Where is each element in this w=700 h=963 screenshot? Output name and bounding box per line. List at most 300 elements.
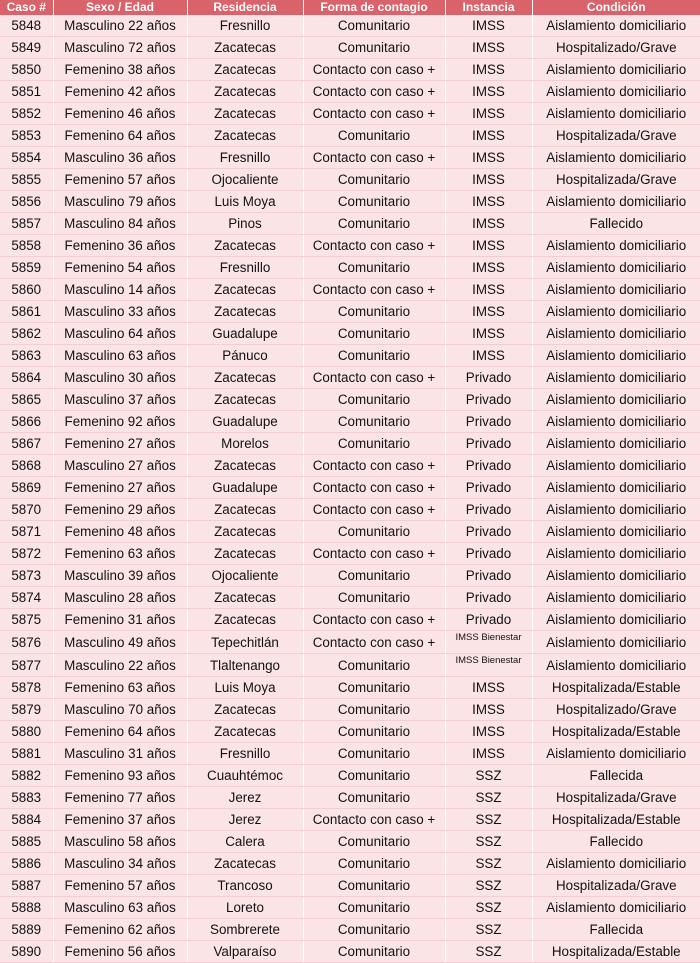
cell-sexo-edad: Masculino 14 años	[53, 279, 187, 301]
table-row	[0, 875, 700, 897]
cell-instancia: IMSS	[445, 677, 532, 699]
cell-condicion: Aislamiento domiciliario	[532, 897, 700, 919]
cell-residencia: Tepechitlán	[187, 631, 303, 654]
cell-forma-contagio: Comunitario	[303, 875, 445, 897]
cell-caso: 5878	[0, 677, 53, 699]
cell-residencia: Zacatecas	[187, 543, 303, 565]
cell-instancia: IMSS	[445, 345, 532, 367]
cell-instancia: SSZ	[445, 809, 532, 831]
cell-sexo-edad: Femenino 27 años	[53, 477, 187, 499]
cell-condicion: Fallecida	[532, 765, 700, 787]
cell-instancia: IMSS	[445, 301, 532, 323]
cell-forma-contagio: Comunitario	[303, 765, 445, 787]
cell-condicion: Hospitalizado/Grave	[532, 699, 700, 721]
cell-instancia: Privado	[445, 499, 532, 521]
cell-caso: 5855	[0, 169, 53, 191]
cell-instancia: SSZ	[445, 787, 532, 809]
table-row	[0, 37, 700, 59]
cell-caso: 5856	[0, 191, 53, 213]
cell-instancia: IMSS	[445, 59, 532, 81]
cell-residencia: Zacatecas	[187, 699, 303, 721]
cell-sexo-edad: Femenino 62 años	[53, 919, 187, 941]
table-row	[0, 411, 700, 433]
table-row	[0, 213, 700, 235]
cell-residencia: Calera	[187, 831, 303, 853]
cell-forma-contagio: Contacto con caso +	[303, 147, 445, 169]
cell-caso: 5879	[0, 699, 53, 721]
cell-caso: 5849	[0, 37, 53, 59]
cell-condicion: Hospitalizada/Grave	[532, 787, 700, 809]
cell-caso: 5875	[0, 609, 53, 631]
cell-residencia: Zacatecas	[187, 587, 303, 609]
cell-residencia: Guadalupe	[187, 323, 303, 345]
cell-condicion: Aislamiento domiciliario	[532, 147, 700, 169]
cell-instancia: Privado	[445, 455, 532, 477]
cell-condicion: Aislamiento domiciliario	[532, 367, 700, 389]
cell-condicion: Aislamiento domiciliario	[532, 301, 700, 323]
cell-sexo-edad: Femenino 77 años	[53, 787, 187, 809]
cell-residencia: Jerez	[187, 809, 303, 831]
cell-condicion: Aislamiento domiciliario	[532, 257, 700, 279]
cell-residencia: Morelos	[187, 433, 303, 455]
cell-sexo-edad: Femenino 29 años	[53, 499, 187, 521]
cell-caso: 5868	[0, 455, 53, 477]
cell-condicion: Aislamiento domiciliario	[532, 103, 700, 125]
cell-sexo-edad: Masculino 72 años	[53, 37, 187, 59]
table-row	[0, 919, 700, 941]
table-row	[0, 367, 700, 389]
cell-instancia: IMSS Bienestar	[445, 654, 532, 677]
cell-residencia: Ojocaliente	[187, 169, 303, 191]
cell-forma-contagio: Comunitario	[303, 941, 445, 963]
table-row	[0, 654, 700, 677]
cell-condicion: Aislamiento domiciliario	[532, 587, 700, 609]
cell-forma-contagio: Comunitario	[303, 169, 445, 191]
table-row	[0, 721, 700, 743]
cell-residencia: Zacatecas	[187, 81, 303, 103]
cell-sexo-edad: Masculino 58 años	[53, 831, 187, 853]
cell-sexo-edad: Masculino 22 años	[53, 15, 187, 37]
table-row	[0, 565, 700, 587]
cell-caso: 5860	[0, 279, 53, 301]
cell-condicion: Aislamiento domiciliario	[532, 609, 700, 631]
cell-sexo-edad: Masculino 34 años	[53, 853, 187, 875]
cell-sexo-edad: Femenino 57 años	[53, 169, 187, 191]
cell-residencia: Valparaíso	[187, 941, 303, 963]
table-row	[0, 257, 700, 279]
cell-caso: 5890	[0, 941, 53, 963]
table-row	[0, 389, 700, 411]
cell-instancia: SSZ	[445, 853, 532, 875]
cell-residencia: Zacatecas	[187, 521, 303, 543]
cell-residencia: Jerez	[187, 787, 303, 809]
cell-caso: 5851	[0, 81, 53, 103]
table-row	[0, 345, 700, 367]
cell-instancia: IMSS	[445, 743, 532, 765]
cell-residencia: Zacatecas	[187, 59, 303, 81]
cell-caso: 5882	[0, 765, 53, 787]
header-caso: Caso #	[0, 0, 53, 15]
cell-sexo-edad: Femenino 48 años	[53, 521, 187, 543]
cell-instancia: Privado	[445, 367, 532, 389]
header-forma-contagio: Forma de contagio	[303, 0, 445, 15]
cell-sexo-edad: Femenino 63 años	[53, 677, 187, 699]
cell-residencia: Guadalupe	[187, 411, 303, 433]
cell-caso: 5874	[0, 587, 53, 609]
table-row	[0, 191, 700, 213]
cell-residencia: Tlaltenango	[187, 654, 303, 677]
cell-instancia: Privado	[445, 609, 532, 631]
cell-residencia: Pinos	[187, 213, 303, 235]
cell-caso: 5886	[0, 853, 53, 875]
cell-forma-contagio: Comunitario	[303, 433, 445, 455]
header-sexo-edad: Sexo / Edad	[53, 0, 187, 15]
cell-caso: 5863	[0, 345, 53, 367]
cell-sexo-edad: Masculino 63 años	[53, 345, 187, 367]
cell-instancia: SSZ	[445, 831, 532, 853]
table-row	[0, 631, 700, 654]
cell-forma-contagio: Comunitario	[303, 654, 445, 677]
cell-caso: 5880	[0, 721, 53, 743]
cell-sexo-edad: Femenino 38 años	[53, 59, 187, 81]
cell-condicion: Hospitalizada/Estable	[532, 941, 700, 963]
cell-condicion: Aislamiento domiciliario	[532, 521, 700, 543]
header-instancia: Instancia	[445, 0, 532, 15]
cell-sexo-edad: Femenino 56 años	[53, 941, 187, 963]
cell-caso: 5869	[0, 477, 53, 499]
table-row	[0, 279, 700, 301]
cell-forma-contagio: Contacto con caso +	[303, 477, 445, 499]
cell-condicion: Aislamiento domiciliario	[532, 654, 700, 677]
cell-residencia: Zacatecas	[187, 609, 303, 631]
cell-caso: 5870	[0, 499, 53, 521]
cell-residencia: Trancoso	[187, 875, 303, 897]
table-row	[0, 147, 700, 169]
cell-forma-contagio: Contacto con caso +	[303, 455, 445, 477]
cell-condicion: Fallecido	[532, 831, 700, 853]
cell-condicion: Hospitalizada/Estable	[532, 721, 700, 743]
table-row	[0, 765, 700, 787]
cell-instancia: IMSS	[445, 257, 532, 279]
cell-forma-contagio: Comunitario	[303, 699, 445, 721]
cell-instancia: IMSS	[445, 323, 532, 345]
cell-caso: 5848	[0, 15, 53, 37]
cell-caso: 5862	[0, 323, 53, 345]
cell-sexo-edad: Femenino 64 años	[53, 721, 187, 743]
table-row	[0, 81, 700, 103]
cell-caso: 5867	[0, 433, 53, 455]
cell-sexo-edad: Femenino 46 años	[53, 103, 187, 125]
cell-instancia: IMSS	[445, 103, 532, 125]
table-row	[0, 125, 700, 147]
cell-instancia: Privado	[445, 389, 532, 411]
cell-caso: 5858	[0, 235, 53, 257]
table-row	[0, 809, 700, 831]
cell-sexo-edad: Femenino 92 años	[53, 411, 187, 433]
cell-sexo-edad: Femenino 64 años	[53, 125, 187, 147]
cell-forma-contagio: Comunitario	[303, 257, 445, 279]
cell-condicion: Aislamiento domiciliario	[532, 81, 700, 103]
table-row	[0, 897, 700, 919]
cell-residencia: Zacatecas	[187, 235, 303, 257]
header-condicion: Condición	[532, 0, 700, 15]
cell-condicion: Hospitalizado/Grave	[532, 37, 700, 59]
cell-condicion: Hospitalizada/Estable	[532, 677, 700, 699]
cell-caso: 5884	[0, 809, 53, 831]
cell-instancia: IMSS	[445, 235, 532, 257]
cell-condicion: Aislamiento domiciliario	[532, 59, 700, 81]
cell-caso: 5888	[0, 897, 53, 919]
table-row	[0, 677, 700, 699]
cell-caso: 5876	[0, 631, 53, 654]
cell-forma-contagio: Comunitario	[303, 521, 445, 543]
cell-instancia: SSZ	[445, 919, 532, 941]
cell-sexo-edad: Masculino 39 años	[53, 565, 187, 587]
cell-residencia: Guadalupe	[187, 477, 303, 499]
cell-condicion: Aislamiento domiciliario	[532, 477, 700, 499]
cell-sexo-edad: Masculino 33 años	[53, 301, 187, 323]
cell-forma-contagio: Comunitario	[303, 587, 445, 609]
cell-instancia: SSZ	[445, 897, 532, 919]
cell-forma-contagio: Comunitario	[303, 565, 445, 587]
cell-residencia: Ojocaliente	[187, 565, 303, 587]
table-row	[0, 609, 700, 631]
cell-condicion: Aislamiento domiciliario	[532, 455, 700, 477]
cell-condicion: Aislamiento domiciliario	[532, 743, 700, 765]
cell-sexo-edad: Femenino 42 años	[53, 81, 187, 103]
cell-residencia: Zacatecas	[187, 367, 303, 389]
table-row	[0, 587, 700, 609]
cell-forma-contagio: Comunitario	[303, 125, 445, 147]
cell-forma-contagio: Contacto con caso +	[303, 609, 445, 631]
cell-instancia: IMSS	[445, 213, 532, 235]
table-row	[0, 743, 700, 765]
cell-instancia: Privado	[445, 433, 532, 455]
cell-caso: 5881	[0, 743, 53, 765]
cell-forma-contagio: Contacto con caso +	[303, 279, 445, 301]
table-row	[0, 433, 700, 455]
cell-forma-contagio: Comunitario	[303, 323, 445, 345]
cell-instancia: IMSS	[445, 81, 532, 103]
cell-caso: 5871	[0, 521, 53, 543]
cell-caso: 5850	[0, 59, 53, 81]
cell-sexo-edad: Masculino 49 años	[53, 631, 187, 654]
cell-sexo-edad: Femenino 54 años	[53, 257, 187, 279]
cell-sexo-edad: Masculino 27 años	[53, 455, 187, 477]
cell-instancia: IMSS	[445, 191, 532, 213]
cell-caso: 5852	[0, 103, 53, 125]
table-row	[0, 235, 700, 257]
cell-residencia: Cuauhtémoc	[187, 765, 303, 787]
cell-caso: 5889	[0, 919, 53, 941]
cell-residencia: Fresnillo	[187, 15, 303, 37]
cell-residencia: Luis Moya	[187, 677, 303, 699]
cell-forma-contagio: Contacto con caso +	[303, 367, 445, 389]
cell-forma-contagio: Comunitario	[303, 831, 445, 853]
cell-condicion: Hospitalizada/Estable	[532, 809, 700, 831]
cell-forma-contagio: Comunitario	[303, 15, 445, 37]
cell-residencia: Zacatecas	[187, 301, 303, 323]
table-row	[0, 301, 700, 323]
cell-forma-contagio: Contacto con caso +	[303, 235, 445, 257]
cell-forma-contagio: Contacto con caso +	[303, 499, 445, 521]
cell-caso: 5859	[0, 257, 53, 279]
cell-condicion: Aislamiento domiciliario	[532, 631, 700, 654]
cell-sexo-edad: Masculino 36 años	[53, 147, 187, 169]
cell-condicion: Aislamiento domiciliario	[532, 411, 700, 433]
cell-caso: 5865	[0, 389, 53, 411]
cell-condicion: Fallecido	[532, 213, 700, 235]
cell-sexo-edad: Masculino 64 años	[53, 323, 187, 345]
cell-residencia: Zacatecas	[187, 37, 303, 59]
cell-instancia: SSZ	[445, 941, 532, 963]
cell-sexo-edad: Femenino 93 años	[53, 765, 187, 787]
cell-forma-contagio: Comunitario	[303, 853, 445, 875]
cell-condicion: Aislamiento domiciliario	[532, 565, 700, 587]
cell-condicion: Aislamiento domiciliario	[532, 345, 700, 367]
cell-sexo-edad: Masculino 79 años	[53, 191, 187, 213]
cell-caso: 5854	[0, 147, 53, 169]
cell-forma-contagio: Comunitario	[303, 677, 445, 699]
cell-condicion: Aislamiento domiciliario	[532, 499, 700, 521]
cell-sexo-edad: Masculino 30 años	[53, 367, 187, 389]
cell-instancia: IMSS	[445, 721, 532, 743]
cell-sexo-edad: Femenino 31 años	[53, 609, 187, 631]
cell-condicion: Aislamiento domiciliario	[532, 323, 700, 345]
cell-forma-contagio: Contacto con caso +	[303, 631, 445, 654]
cell-instancia: IMSS	[445, 279, 532, 301]
cell-residencia: Fresnillo	[187, 743, 303, 765]
cell-residencia: Zacatecas	[187, 389, 303, 411]
cell-residencia: Zacatecas	[187, 455, 303, 477]
cell-sexo-edad: Femenino 57 años	[53, 875, 187, 897]
cell-sexo-edad: Masculino 84 años	[53, 213, 187, 235]
cell-instancia: Privado	[445, 411, 532, 433]
cell-residencia: Fresnillo	[187, 147, 303, 169]
cell-condicion: Aislamiento domiciliario	[532, 279, 700, 301]
cell-instancia: Privado	[445, 543, 532, 565]
cell-forma-contagio: Comunitario	[303, 345, 445, 367]
cell-caso: 5877	[0, 654, 53, 677]
cell-forma-contagio: Comunitario	[303, 37, 445, 59]
cell-forma-contagio: Comunitario	[303, 897, 445, 919]
cell-condicion: Fallecida	[532, 919, 700, 941]
table-row	[0, 853, 700, 875]
cell-caso: 5887	[0, 875, 53, 897]
cell-forma-contagio: Contacto con caso +	[303, 81, 445, 103]
header-row	[0, 0, 700, 15]
cell-condicion: Aislamiento domiciliario	[532, 15, 700, 37]
cell-caso: 5873	[0, 565, 53, 587]
cell-caso: 5872	[0, 543, 53, 565]
cell-caso: 5864	[0, 367, 53, 389]
cell-forma-contagio: Comunitario	[303, 787, 445, 809]
cell-sexo-edad: Masculino 63 años	[53, 897, 187, 919]
table-row	[0, 787, 700, 809]
cell-condicion: Aislamiento domiciliario	[532, 191, 700, 213]
cell-caso: 5883	[0, 787, 53, 809]
cell-sexo-edad: Masculino 70 años	[53, 699, 187, 721]
cell-forma-contagio: Comunitario	[303, 721, 445, 743]
cell-condicion: Hospitalizada/Grave	[532, 875, 700, 897]
cell-forma-contagio: Contacto con caso +	[303, 543, 445, 565]
cell-residencia: Zacatecas	[187, 853, 303, 875]
cell-residencia: Zacatecas	[187, 103, 303, 125]
cell-instancia: SSZ	[445, 875, 532, 897]
header-residencia: Residencia	[187, 0, 303, 15]
cell-residencia: Zacatecas	[187, 279, 303, 301]
cell-forma-contagio: Comunitario	[303, 389, 445, 411]
cell-instancia: IMSS	[445, 169, 532, 191]
cell-sexo-edad: Femenino 37 años	[53, 809, 187, 831]
cell-instancia: IMSS Bienestar	[445, 631, 532, 654]
cell-instancia: SSZ	[445, 765, 532, 787]
cell-residencia: Luis Moya	[187, 191, 303, 213]
cell-forma-contagio: Contacto con caso +	[303, 809, 445, 831]
cell-caso: 5861	[0, 301, 53, 323]
cell-condicion: Hospitalizada/Grave	[532, 125, 700, 147]
table-row	[0, 521, 700, 543]
table-row	[0, 941, 700, 963]
cell-condicion: Aislamiento domiciliario	[532, 543, 700, 565]
cell-forma-contagio: Comunitario	[303, 213, 445, 235]
cell-residencia: Fresnillo	[187, 257, 303, 279]
table-row	[0, 323, 700, 345]
cell-forma-contagio: Comunitario	[303, 411, 445, 433]
table-row	[0, 477, 700, 499]
table-row	[0, 455, 700, 477]
cell-sexo-edad: Masculino 22 años	[53, 654, 187, 677]
table-body	[0, 15, 700, 963]
cell-forma-contagio: Comunitario	[303, 191, 445, 213]
cell-instancia: IMSS	[445, 125, 532, 147]
cell-sexo-edad: Masculino 37 años	[53, 389, 187, 411]
cell-instancia: Privado	[445, 587, 532, 609]
cell-forma-contagio: Comunitario	[303, 301, 445, 323]
table-header	[0, 0, 700, 15]
cell-sexo-edad: Femenino 63 años	[53, 543, 187, 565]
cell-instancia: Privado	[445, 565, 532, 587]
cell-residencia: Pánuco	[187, 345, 303, 367]
cell-residencia: Zacatecas	[187, 721, 303, 743]
table-row	[0, 499, 700, 521]
table-row	[0, 103, 700, 125]
cell-residencia: Sombrerete	[187, 919, 303, 941]
cell-instancia: IMSS	[445, 37, 532, 59]
table-row	[0, 699, 700, 721]
table-row	[0, 15, 700, 37]
cell-condicion: Hospitalizada/Grave	[532, 169, 700, 191]
cell-instancia: IMSS	[445, 699, 532, 721]
cell-condicion: Aislamiento domiciliario	[532, 235, 700, 257]
cell-forma-contagio: Comunitario	[303, 743, 445, 765]
cell-instancia: IMSS	[445, 15, 532, 37]
cell-caso: 5866	[0, 411, 53, 433]
cell-caso: 5853	[0, 125, 53, 147]
cell-residencia: Zacatecas	[187, 125, 303, 147]
cell-forma-contagio: Comunitario	[303, 919, 445, 941]
cell-instancia: Privado	[445, 477, 532, 499]
cell-caso: 5857	[0, 213, 53, 235]
cell-forma-contagio: Contacto con caso +	[303, 59, 445, 81]
table-row	[0, 59, 700, 81]
cell-instancia: IMSS	[445, 147, 532, 169]
cell-residencia: Loreto	[187, 897, 303, 919]
table-row	[0, 543, 700, 565]
cell-sexo-edad: Masculino 28 años	[53, 587, 187, 609]
cell-sexo-edad: Femenino 36 años	[53, 235, 187, 257]
cell-instancia: Privado	[445, 521, 532, 543]
